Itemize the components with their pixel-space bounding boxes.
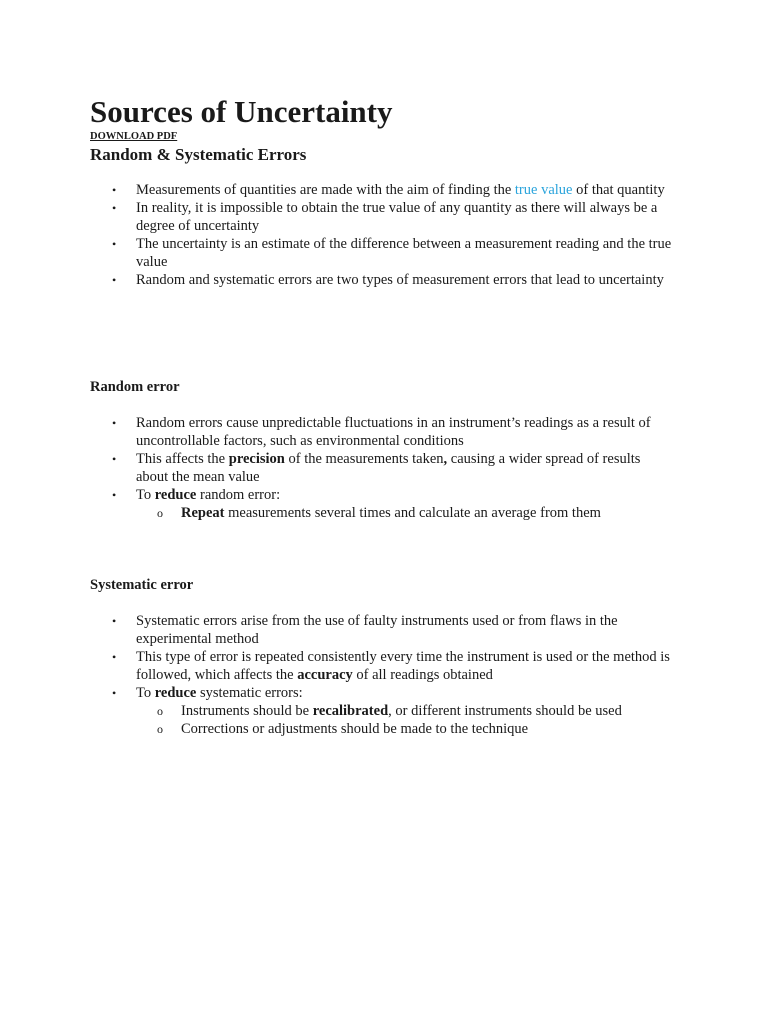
bullet-icon: •: [112, 183, 117, 197]
list-item: • To reduce random error:: [112, 487, 281, 503]
bullet-icon: •: [112, 237, 117, 251]
systematic-error-heading: Systematic error: [90, 577, 194, 593]
page-title: Sources of Uncertainty: [90, 94, 393, 129]
bullet-icon: •: [112, 452, 117, 466]
list-item: • This type of error is repeated consistently every time the instrument is used or the method is followed, which affects the accuracy of all readings obtained: [112, 649, 670, 683]
section-subheading: Random & Systematic Errors: [90, 145, 307, 164]
bullet-icon: •: [112, 201, 117, 215]
list-item: • Measurements of quantities are made with the aim of finding the true value of that quantity: [112, 182, 665, 198]
list-item: • Systematic errors arise from the use of faulty instruments used or from flaws in the experimental method: [112, 613, 618, 647]
list-item: • This affects the precision of the measurements taken, causing a wider spread of results about the mean value: [112, 451, 641, 485]
bullet-icon: •: [112, 650, 117, 664]
sub-bullet-icon: o: [157, 506, 163, 520]
sub-list-item: o Corrections or adjustments should be made to the technique: [157, 721, 529, 737]
bullet-icon: •: [112, 614, 117, 628]
systematic-error-list: [0, 612, 768, 738]
bullet-icon: •: [112, 416, 117, 430]
sub-bullet-icon: o: [157, 704, 163, 718]
download-pdf-link[interactable]: DOWNLOAD PDF: [90, 131, 178, 142]
bullet-icon: •: [112, 488, 117, 502]
sub-bullet-icon: o: [157, 722, 163, 736]
list-item: • Random errors cause unpredictable fluctuations in an instrument’s readings as a result of uncontrollable factors, such as environmental conditions: [112, 415, 651, 449]
bullet-icon: •: [112, 273, 117, 287]
list-item: • To reduce systematic errors:: [112, 685, 303, 701]
true-value-link[interactable]: true value: [514, 182, 573, 198]
random-error-list: [0, 414, 768, 522]
intro-list: [0, 181, 768, 289]
sub-list-item: o Instruments should be recalibrated, or different instruments should be used: [157, 703, 622, 719]
list-item: • The uncertainty is an estimate of the difference between a measurement reading and the true value: [112, 236, 672, 270]
sub-list-item: o Repeat measurements several times and calculate an average from them: [157, 505, 601, 521]
random-error-heading: Random error: [90, 379, 180, 395]
list-item: • In reality, it is impossible to obtain the true value of any quantity as there will always be a degree of uncertainty: [112, 200, 658, 234]
bullet-icon: •: [112, 686, 117, 700]
list-item: • Random and systematic errors are two types of measurement errors that lead to uncertainty: [112, 272, 664, 288]
